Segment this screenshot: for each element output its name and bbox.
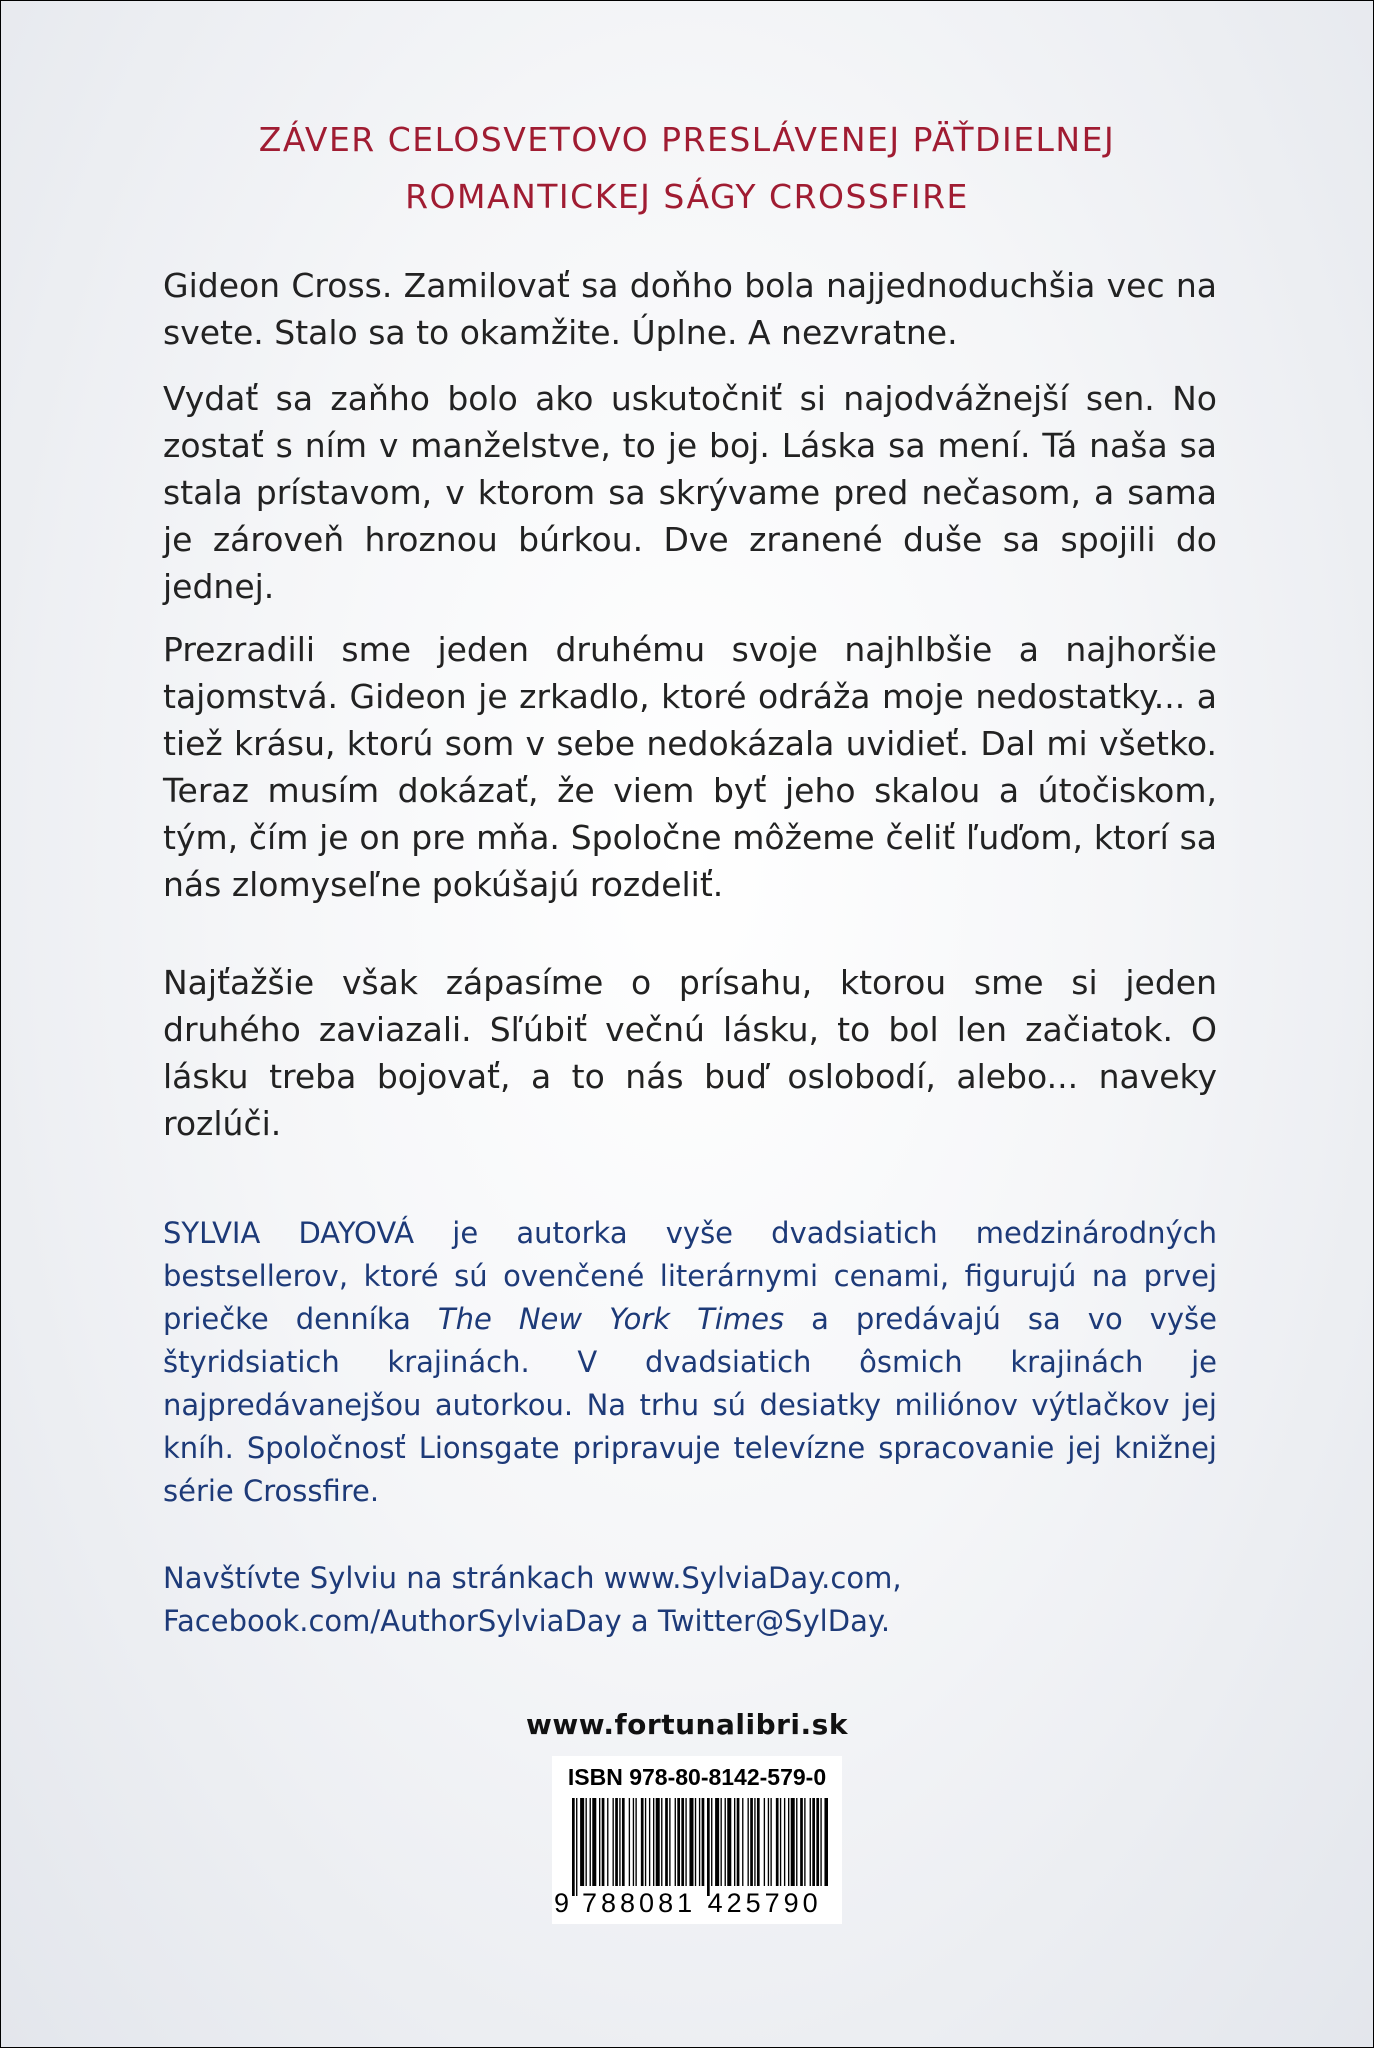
barcode-bar xyxy=(702,1798,705,1886)
barcode-bar xyxy=(780,1798,781,1886)
barcode-bar xyxy=(653,1798,654,1886)
barcode-bar xyxy=(607,1798,608,1886)
barcode-bar xyxy=(784,1798,785,1886)
author-links-line-1: Navštívte Sylviu na stránkach www.SylviaDay.com, xyxy=(163,1561,902,1595)
barcode-bar xyxy=(675,1798,676,1886)
barcode-bar xyxy=(796,1798,797,1886)
barcode-bar xyxy=(622,1798,625,1886)
barcode-bar xyxy=(788,1798,789,1886)
barcode-bar xyxy=(711,1798,712,1886)
barcode-bar xyxy=(757,1798,760,1886)
barcode-bar xyxy=(764,1798,765,1886)
publisher-website: www.fortunalibri.sk xyxy=(526,1708,848,1741)
barcode-bar xyxy=(707,1798,710,1896)
barcode-bar xyxy=(685,1798,686,1886)
barcode-bar xyxy=(613,1798,614,1886)
barcode-bar xyxy=(742,1798,743,1886)
barcode-bar xyxy=(619,1798,620,1886)
barcode-digit-first: 9 xyxy=(554,1888,572,1918)
author-links-line-2: Facebook.com/AuthorSylviaDay a Twitter@SylDay. xyxy=(163,1604,891,1638)
barcode-bar xyxy=(804,1798,805,1886)
barcode-bar xyxy=(572,1798,575,1896)
barcode-bar xyxy=(629,1798,630,1886)
isbn-barcode xyxy=(552,1756,842,1924)
barcode-bar xyxy=(820,1798,821,1886)
barcode-bar xyxy=(750,1798,753,1886)
barcode-bar xyxy=(810,1798,811,1886)
barcode-bar xyxy=(645,1798,646,1886)
isbn-label: ISBN 978-80-8142-579-0 xyxy=(567,1764,827,1790)
cover-headline xyxy=(0,111,1374,225)
barcode-bar xyxy=(737,1798,740,1886)
blurb-paragraph-4: Najťažšie však zápasíme o prísahu, ktorou sme si jeden druhého zaviazali. Sľúbiť večnú lásku, to bol len začiatok. O lásku treba bojovať, a to nás buď oslobodí, alebo... naveky rozlúči. xyxy=(163,963,1217,1143)
barcode-digits-rest: 788081 425790 xyxy=(582,1888,822,1918)
barcode-bar xyxy=(725,1798,726,1886)
blurb-paragraph-2: Vydať sa zaňho bolo ako uskutočniť si najodvážnejší sen. No zostať s ním v manželstve, to je boj. Láska sa mení. Tá naša sa stala prístavom, v ktorom sa skrývame pred nečasom, a sama je zároveň hroznou búrkou. Dve zranené duše sa spojili do jednej. xyxy=(163,379,1217,606)
headline-line-1: ZÁVER CELOSVETOVO PRESLÁVENEJ PÄŤDIELNEJ xyxy=(258,120,1116,159)
barcode-bar xyxy=(677,1798,680,1886)
barcode-bar xyxy=(661,1798,662,1886)
barcode-bar xyxy=(602,1798,605,1886)
barcode-bar xyxy=(800,1798,803,1886)
barcode-bar xyxy=(590,1798,591,1886)
barcode-bar xyxy=(776,1798,779,1886)
barcode-bar xyxy=(816,1798,819,1886)
barcode-bar xyxy=(791,1798,795,1886)
barcode-bar xyxy=(599,1798,600,1886)
barcode-bar xyxy=(681,1798,684,1886)
barcode-bar xyxy=(641,1798,644,1886)
barcode-bar xyxy=(580,1798,584,1886)
barcode-bar xyxy=(768,1798,769,1886)
barcode-bar xyxy=(669,1798,670,1886)
author-bio-text-end: a predávajú sa vo vyše štyridsiatich krajinách. V dvadsiatich ôsmich krajinách je najpredávanejšou autorkou. Na trhu sú desiatky miliónov výtlačkov jej kníh. Spoločnosť Lionsgate pripravuje televízne spracovanie jej knižnej série Crossfire. xyxy=(163,1302,1217,1508)
barcode-bar xyxy=(689,1798,693,1886)
barcode-bar xyxy=(748,1798,749,1886)
barcode-bar xyxy=(695,1798,696,1886)
barcode-bar xyxy=(635,1798,636,1886)
author-bio-text-start: SYLVIA DAYOVÁ je autorka vyše dvadsiatich medzinárodných bestsellerov, ktoré sú ovenčené literárnymi cenami, figurujú na prvej priečke denníka xyxy=(163,1216,1217,1336)
barcode-bar xyxy=(649,1798,650,1886)
barcode-bar xyxy=(592,1798,596,1886)
barcode-bar xyxy=(586,1798,587,1886)
author-bio-newspaper-title: The New York Times xyxy=(437,1302,785,1336)
barcode-bars xyxy=(572,1798,828,1896)
barcode-bar xyxy=(824,1798,828,1886)
barcode-bar xyxy=(633,1798,634,1886)
barcode-bar xyxy=(656,1798,660,1886)
blurb-paragraph-1: Gideon Cross. Zamilovať sa doňho bola najjednoduchšia vec na svete. Stalo sa to okamžite. Úplne. A nezvratne. xyxy=(163,266,1217,352)
blurb-paragraph-3: Prezradili sme jeden druhému svoje najhlbšie a najhoršie tajomstvá. Gideon je zrkadlo, ktoré odráža moje nedostatky... a tiež krásu, ktorú som v sebe nedokázala uvidieť. Dal mi všetko. Teraz musím dokázať, že viem byť jeho skalou a útočiskom, tým, čím je on pre mňa. Spoločne môžeme čeliť ľuďom, ktorí sa nás zlomyseľne pokúšajú rozdeliť. xyxy=(163,630,1217,904)
barcode-bar xyxy=(699,1798,700,1886)
author-links xyxy=(163,1557,1217,1643)
barcode-bar xyxy=(615,1798,618,1886)
barcode-bar xyxy=(812,1798,815,1886)
author-bio xyxy=(163,1212,1217,1513)
barcode-bar xyxy=(754,1798,755,1886)
headline-line-2: ROMANTICKEJ SÁGY CROSSFIRE xyxy=(405,177,969,216)
barcode-bar xyxy=(665,1798,668,1886)
barcode-bar xyxy=(721,1798,722,1886)
barcode-bar xyxy=(734,1798,735,1886)
barcode-bar xyxy=(715,1798,719,1886)
barcode-bar xyxy=(770,1798,771,1886)
barcode-bar xyxy=(727,1798,731,1886)
barcode-bar xyxy=(576,1798,577,1896)
